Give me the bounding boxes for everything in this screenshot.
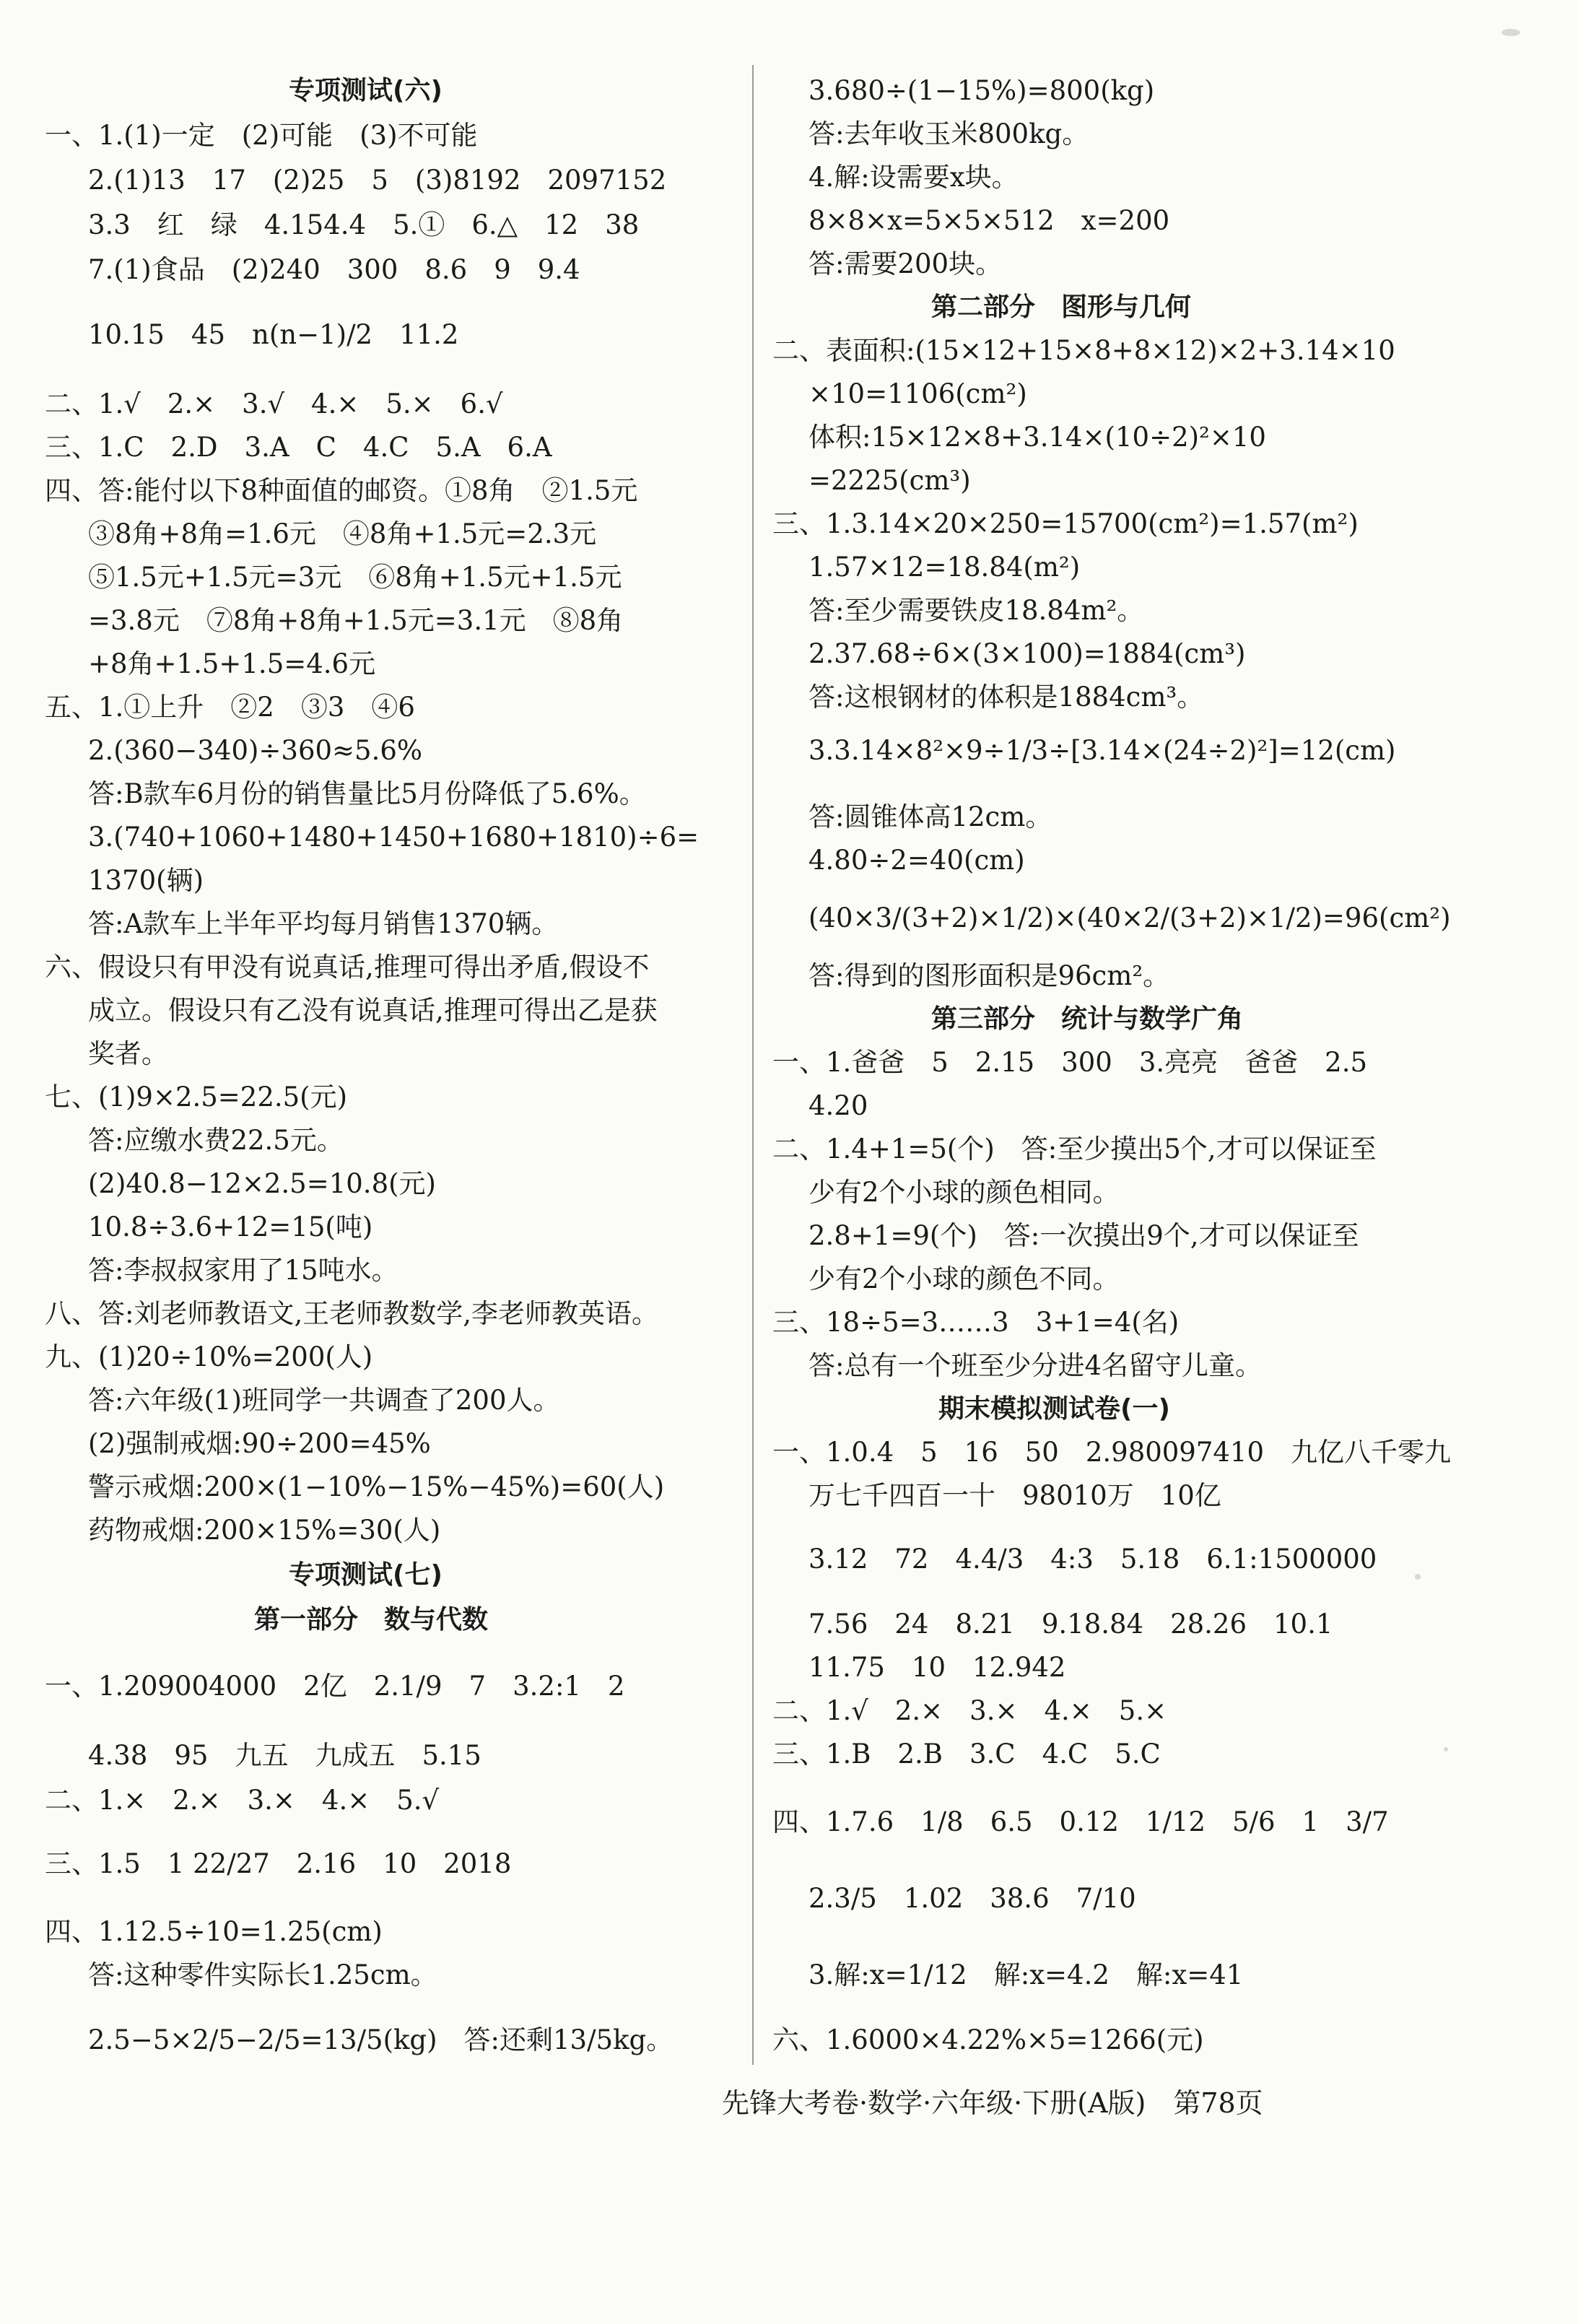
answer-line: 3.3.14×8²×9÷1/3÷[3.14×(24÷2)²]=12(cm) [808, 735, 1396, 766]
answer-line: 少有2个小球的颜色不同。 [808, 1263, 1120, 1294]
section-heading: 第一部分 数与代数 [254, 1605, 489, 1635]
answer-line: 成立。假设只有乙没有说真话,推理可得出乙是获 [88, 995, 658, 1026]
answer-line: 2.(360−340)÷360≈5.6% [88, 735, 423, 766]
answer-line: ×10=1106(cm²) [808, 378, 1027, 409]
answer-line: 答:至少需要铁皮18.84m²。 [808, 595, 1144, 626]
answer-line: 四、答:能付以下8种面值的邮资。①8角 ②1.5元 [45, 475, 638, 506]
answer-line: 8×8×x=5×5×512 x=200 [808, 205, 1170, 236]
answer-line: 3.解:x=1/12 解:x=4.2 解:x=41 [808, 1959, 1244, 1990]
answer-line: 五、1.①上升 ②2 ③3 ④6 [45, 692, 415, 723]
answer-line: 2.37.68÷6×(3×100)=1884(cm³) [808, 638, 1246, 669]
answer-line: 四、1.12.5÷10=1.25(cm) [45, 1916, 383, 1947]
answer-line: 一、1.爸爸 5 2.15 300 3.亮亮 爸爸 2.5 [772, 1047, 1367, 1078]
answer-line: 2.(1)13 17 (2)25 5 (3)8192 2097152 [88, 165, 667, 196]
answer-line: 四、1.7.6 1/8 6.5 0.12 1/12 5/6 1 3/7 [772, 1806, 1389, 1837]
answer-line: 答:李叔叔家用了15吨水。 [88, 1255, 398, 1286]
answer-line: 三、1.B 2.B 3.C 4.C 5.C [772, 1738, 1161, 1770]
answer-line: 九、(1)20÷10%=200(人) [45, 1341, 373, 1372]
answer-line: 3.680÷(1−15%)=800(kg) [808, 75, 1155, 106]
answer-line: (40×3/(3+2)×1/2)×(40×2/(3+2)×1/2)=96(cm²) [808, 902, 1451, 933]
answer-line: 答:应缴水费22.5元。 [88, 1125, 344, 1156]
answer-line: 11.75 10 12.942 [808, 1652, 1066, 1683]
section-heading: 专项测试(七) [289, 1560, 443, 1590]
answer-line: 4.80÷2=40(cm) [808, 845, 1025, 876]
left-column [0, 0, 751, 2324]
answer-line: 六、1.6000×4.22%×5=1266(元) [772, 2024, 1204, 2055]
answer-line: 7.56 24 8.21 9.18.84 28.26 10.1 [808, 1609, 1333, 1640]
answer-line: 二、1.√ 2.× 3.× 4.× 5.× [772, 1695, 1167, 1726]
answer-line: 三、18÷5=3……3 3+1=4(名) [772, 1307, 1180, 1338]
answer-line: 二、1.√ 2.× 3.√ 4.× 5.× 6.√ [45, 388, 503, 419]
answer-line: 答:B款车6月份的销售量比5月份降低了5.6%。 [88, 778, 646, 809]
answer-line: 七、(1)9×2.5=22.5(元) [45, 1082, 348, 1113]
answer-line: ⑤1.5元+1.5元=3元 ⑥8角+1.5元+1.5元 [88, 562, 622, 593]
answer-line: 10.15 45 n(n−1)/2 11.2 [88, 319, 459, 350]
answer-line: 万七千四百一十 98010万 10亿 [808, 1480, 1221, 1511]
answer-line: 4.20 [808, 1090, 868, 1121]
answer-line: 2.3/5 1.02 38.6 7/10 [808, 1883, 1136, 1914]
answer-line: 2.5−5×2/5−2/5=13/5(kg) 答:还剩13/5kg。 [88, 2024, 674, 2055]
answer-line: 答:六年级(1)班同学一共调查了200人。 [88, 1385, 560, 1416]
answer-line: 3.12 72 4.4/3 4:3 5.18 6.1:1500000 [808, 1544, 1377, 1575]
answer-line: 二、1.× 2.× 3.× 4.× 5.√ [45, 1785, 440, 1816]
answer-line: 答:A款车上半年平均每月销售1370辆。 [88, 908, 559, 939]
answer-line: 一、1.(1)一定 (2)可能 (3)不可能 [45, 120, 478, 151]
answer-line: 10.8÷3.6+12=15(吨) [88, 1211, 373, 1242]
answer-line: 答:得到的图形面积是96cm²。 [808, 960, 1170, 991]
answer-line: =3.8元 ⑦8角+8角+1.5元=3.1元 ⑧8角 [88, 605, 624, 636]
answer-line: 答:总有一个班至少分进4名留守儿童。 [808, 1350, 1263, 1381]
section-heading: 期末模拟测试卷(一) [938, 1394, 1170, 1424]
answer-line: 4.38 95 九五 九成五 5.15 [88, 1740, 481, 1771]
answer-line: 答:需要200块。 [808, 248, 1003, 279]
answer-line: 药物戒烟:200×15%=30(人) [88, 1515, 441, 1546]
page-footer: 先锋大考卷·数学·六年级·下册(A版) 第78页 [722, 2087, 1263, 2119]
section-heading: 第二部分 图形与几何 [931, 292, 1192, 322]
answer-line: 1.57×12=18.84(m²) [808, 552, 1081, 583]
answer-line: 一、1.209004000 2亿 2.1/9 7 3.2:1 2 [45, 1671, 625, 1702]
section-heading: 专项测试(六) [289, 76, 443, 105]
answer-line: 答:这根钢材的体积是1884cm³。 [808, 682, 1204, 713]
answer-line: 1370(辆) [88, 865, 204, 896]
section-heading: 第三部分 统计与数学广角 [931, 1004, 1244, 1034]
answer-line: 三、1.5 1 22/27 2.16 10 2018 [45, 1848, 512, 1879]
answer-line: 答:去年收玉米800kg。 [808, 118, 1089, 149]
answer-line: (2)强制戒烟:90÷200=45% [88, 1428, 431, 1459]
answer-line: ③8角+8角=1.6元 ④8角+1.5元=2.3元 [88, 518, 597, 549]
answer-line: (2)40.8−12×2.5=10.8(元) [88, 1168, 436, 1199]
answer-line: 体积:15×12×8+3.14×(10÷2)²×10 [808, 422, 1266, 453]
answer-line: 三、1.C 2.D 3.A C 4.C 5.A 6.A [45, 432, 552, 463]
answer-line: 二、表面积:(15×12+15×8+8×12)×2+3.14×10 [772, 335, 1395, 366]
answer-line: 7.(1)食品 (2)240 300 8.6 9 9.4 [88, 254, 580, 285]
answer-line: 少有2个小球的颜色相同。 [808, 1177, 1120, 1208]
answer-line: 奖者。 [88, 1038, 168, 1069]
answer-line: 答:圆锥体高12cm。 [808, 801, 1052, 832]
answer-line: 六、假设只有甲没有说真话,推理可得出矛盾,假设不 [45, 952, 650, 983]
scan-speck [1415, 1574, 1421, 1580]
answer-line: 八、答:刘老师教语文,王老师教数学,李老师教英语。 [45, 1298, 658, 1329]
answer-line: 一、1.0.4 5 16 50 2.980097410 九亿八千零九 [772, 1437, 1452, 1468]
right-column [754, 0, 1578, 2324]
scan-speck [1444, 1747, 1448, 1751]
answer-line: +8角+1.5+1.5=4.6元 [88, 648, 376, 679]
answer-line: 三、1.3.14×20×250=15700(cm²)=1.57(m²) [772, 508, 1359, 539]
answer-line: 警示戒烟:200×(1−10%−15%−45%)=60(人) [88, 1471, 665, 1502]
answer-line: 答:这种零件实际长1.25cm。 [88, 1959, 437, 1990]
answer-line: 二、1.4+1=5(个) 答:至少摸出5个,才可以保证至 [772, 1133, 1377, 1165]
answer-line: =2225(cm³) [808, 465, 971, 496]
answer-line: 3.3 红 绿 4.154.4 5.① 6.△ 12 38 [88, 209, 640, 240]
answer-line: 3.(740+1060+1480+1450+1680+1810)÷6= [88, 822, 699, 853]
answer-line: 2.8+1=9(个) 答:一次摸出9个,才可以保证至 [808, 1220, 1359, 1251]
scan-speck [1501, 29, 1520, 36]
answer-line: 4.解:设需要x块。 [808, 162, 1019, 193]
